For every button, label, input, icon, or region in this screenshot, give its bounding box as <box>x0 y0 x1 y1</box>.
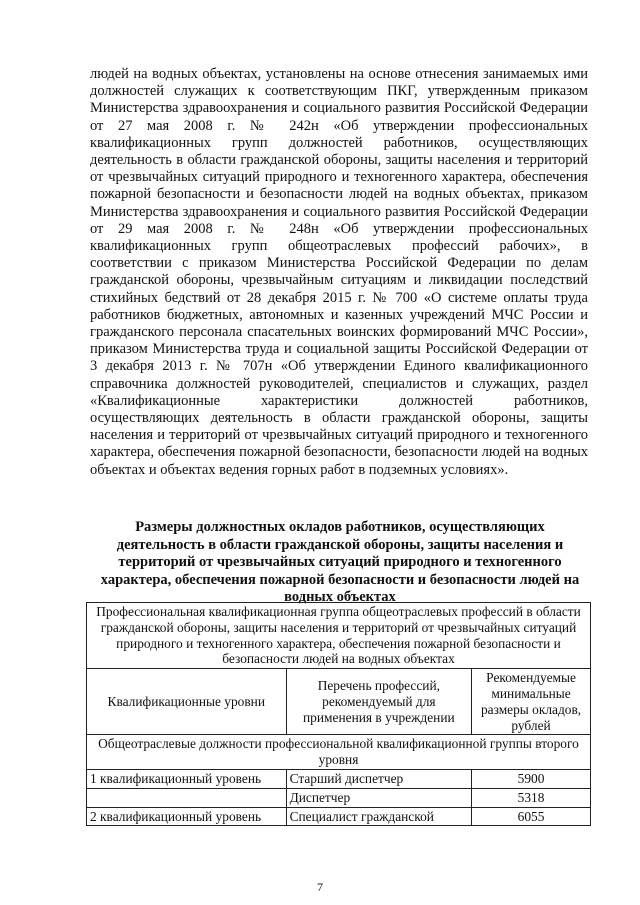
header-profession: Перечень профессий, рекомендуемый для применения в учреждении <box>286 669 472 735</box>
salary-table <box>86 602 591 826</box>
level-cell: 2 квалификационный уровень <box>87 807 287 826</box>
salary-cell: 5900 <box>472 769 591 788</box>
table-row <box>87 807 591 826</box>
profession-cell: Специалист гражданской <box>286 807 472 826</box>
table-row <box>87 788 591 807</box>
table-row <box>87 769 591 788</box>
salary-cell: 6055 <box>472 807 591 826</box>
level-cell <box>87 788 287 807</box>
header-salary: Рекомендуемые минимальные размеры окладов, рублей <box>472 669 591 735</box>
header-level: Квалификационные уровни <box>87 669 287 735</box>
profession-cell: Старший диспетчер <box>286 769 472 788</box>
body-paragraph: людей на водных объектах, установлены на основе отнесения занимаемых ими должностей служащих к соответствующим ПКГ, утвержденным приказом Министерства здравоохранения и социального развития Российской Федерации от 27 мая 2008 г. № 242н «Об утверждении профессиональных квалификационных групп должностей работников, осуществляющих деятельность в области гражданской обороны, защиты населения и территорий от чрезвычайных ситуаций природного и техногенного характера, обеспечения пожарной безопасности и безопасности людей на водных объектах, приказом Министерства здравоохранения и социального развития Российской Федерации от 29 мая 2008 г. № 248н «Об утверждении профессиональных квалификационных групп общеотраслевых профессий рабочих», в соответствии с приказом Министерства Российской Федерации по делам гражданской обороны, чрезвычайным ситуациям и ликвидации последствий стихийных бедствий от 28 декабря 2015 г. № 700 «О системе оплаты труда работников бюджетных, автономных и казенных учреждений МЧС России и гражданского персонала спасательных воинских формирований МЧС России», приказом Министерства труда и социальной защиты Российской Федерации от 3 декабря 2013 г. № 707н «Об утверждении Единого квалификационного справочника должностей руководителей, специалистов и служащих, раздел «Квалификационные характеристики должностей работников, осуществляющих деятельность в области гражданской обороны, защиты населения и территорий от чрезвычайных ситуаций природного и техногенного характера, обеспечения пожарной безопасности, безопасности людей на водных объектах и объектах ведения горных работ в подземных условиях». <box>90 66 588 478</box>
group-title-row <box>87 603 591 669</box>
salary-cell: 5318 <box>472 788 591 807</box>
page-number: 7 <box>317 880 323 894</box>
profession-cell: Диспетчер <box>286 788 472 807</box>
group-title-cell: Профессиональная квалификационная группа общеотраслевых профессий в области гражданской обороны, защиты населения и территорий от чрезвычайных ситуаций природного и техногенного характера, обеспечения пожарной безопасности и безопасности людей на водных объектах <box>87 603 591 669</box>
level-cell: 1 квалификационный уровень <box>87 769 287 788</box>
section-heading: Размеры должностных окладов работников, осуществляющих деятельность в области гражданской обороны, защиты населения и территорий от чрезвычайных ситуаций природного и техногенного характера, обеспечения пожарной безопасности и безопасности людей на водных объектах <box>100 519 580 605</box>
subgroup-title-cell: Общеотраслевые должности профессиональной квалификационной группы второго уровня <box>87 735 591 770</box>
subgroup-title-row <box>87 735 591 770</box>
header-row <box>87 669 591 735</box>
